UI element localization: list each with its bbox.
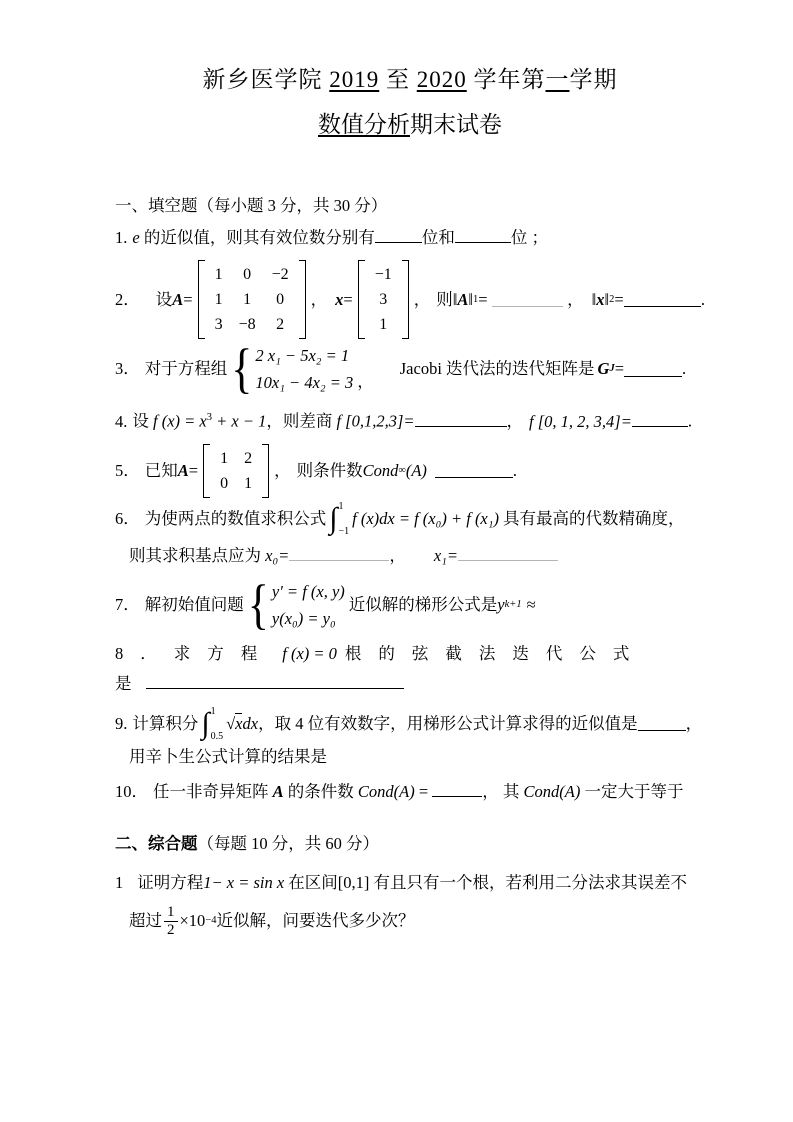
interval-0-1: [0,1] bbox=[337, 872, 370, 892]
divided-difference-2: f [0, 1, 2, 3,4]= bbox=[529, 411, 632, 431]
comma: ， bbox=[310, 289, 328, 309]
subscript-J: J bbox=[609, 363, 615, 374]
comma: ， bbox=[413, 289, 431, 309]
s2q1-line-2 bbox=[115, 904, 705, 939]
matrix-left-bracket bbox=[198, 260, 205, 339]
question-2-number: 2． bbox=[115, 289, 140, 309]
norm-subscript-2: 2 bbox=[609, 293, 615, 305]
cond-A: Cond(A) bbox=[523, 781, 581, 801]
superscript-3: 3 bbox=[206, 412, 212, 423]
question-1-text: 位和 bbox=[421, 228, 455, 247]
question-9-text: 计算积分 bbox=[132, 713, 199, 733]
upper-limit: 1 bbox=[338, 500, 344, 512]
section2-heading-points: （每题 10 分，共 60 分） bbox=[197, 833, 379, 853]
question-9-line-1 bbox=[115, 706, 705, 742]
equation-1: 2 x₁ − 5x₂ = 1 bbox=[255, 346, 350, 365]
question-2 bbox=[115, 260, 705, 339]
comma: ， bbox=[506, 411, 524, 431]
var-y: y bbox=[497, 594, 505, 614]
question-10-text: 一定大于等于 bbox=[580, 781, 684, 801]
question-8-number: 8 bbox=[115, 643, 141, 663]
equals-sign: = bbox=[343, 289, 353, 309]
question-10-number: 10． bbox=[115, 781, 148, 801]
integral bbox=[329, 501, 349, 537]
section2-heading bbox=[115, 831, 705, 857]
subscript-k-plus-1: k+1 bbox=[504, 598, 522, 610]
title-term-pre: 学年第 bbox=[466, 67, 546, 92]
matrix-cell: 3 bbox=[214, 316, 223, 333]
s2q1-text: 有且只有一个根，若利用二分法求其误差不 bbox=[369, 872, 688, 892]
question-8-text: 求方程 bbox=[173, 643, 275, 663]
question-1-text: 的近似值，则其有效位数分别有 bbox=[139, 228, 375, 247]
question-1 bbox=[115, 225, 705, 251]
approx-sign: ≈ bbox=[526, 594, 536, 614]
x1-equals: x₁= bbox=[433, 545, 459, 565]
lower-limit: −1 bbox=[338, 525, 350, 537]
lower-limit: 0.5 bbox=[210, 730, 224, 742]
norm-bar: ‖ bbox=[468, 289, 474, 309]
matrix-cell: 1 bbox=[214, 291, 223, 308]
integral-limits bbox=[211, 706, 224, 742]
divided-difference-1: f [0,1,2,3]= bbox=[336, 411, 415, 431]
sqrt-x bbox=[226, 711, 242, 737]
vector-x-cells bbox=[365, 260, 402, 339]
question-9-line-2 bbox=[115, 744, 705, 770]
blank-line bbox=[492, 292, 564, 307]
question-9-text: ，取 4 位有效数字，用梯形公式计算求得的近似值是 bbox=[258, 713, 638, 733]
var-matrix-A: A bbox=[172, 289, 184, 309]
exam-title bbox=[115, 64, 705, 141]
upper-limit: 1 bbox=[210, 705, 216, 717]
blank-line bbox=[458, 546, 558, 561]
integral-sign: ∫ bbox=[201, 706, 210, 740]
radical-sign: √ bbox=[226, 713, 236, 733]
period: . bbox=[687, 411, 692, 431]
var-matrix-A: A bbox=[272, 781, 284, 801]
matrix-cell: 2 bbox=[244, 449, 253, 467]
fraction-denominator: 2 bbox=[167, 921, 175, 938]
initial-condition: y(x₀) = y₀ bbox=[271, 608, 336, 628]
left-brace: { bbox=[247, 573, 269, 635]
matrix-cells bbox=[210, 444, 262, 498]
s2q1-text: 在区间 bbox=[284, 872, 338, 892]
var-matrix-A: A bbox=[457, 289, 469, 309]
integral bbox=[201, 706, 223, 742]
fraction-one-half bbox=[164, 904, 178, 939]
norm-bar: ‖ bbox=[452, 289, 458, 309]
matrix-cell: 1 bbox=[220, 449, 229, 467]
question-8-text: 是 bbox=[115, 673, 132, 693]
title-line-2 bbox=[115, 109, 705, 141]
var-G: G bbox=[597, 359, 610, 378]
title-exam-type: 期末试卷 bbox=[410, 112, 502, 137]
matrix-cell: 1 bbox=[214, 266, 223, 283]
question-6-text: 则其求积基点应为 bbox=[129, 545, 266, 565]
question-8-dot: ． bbox=[140, 643, 174, 663]
equals-sign: = bbox=[614, 289, 624, 309]
matrix-cell: 0 bbox=[220, 474, 229, 492]
subscript-infinity: ∞ bbox=[398, 464, 406, 476]
blank-line bbox=[146, 674, 404, 689]
s2q1-text: 证明方程 bbox=[137, 872, 204, 892]
formula-fx-rest: + x − 1 bbox=[211, 411, 267, 431]
fraction-numerator: 1 bbox=[164, 904, 178, 922]
question-6-text: 为使两点的数值求积公式 bbox=[144, 508, 327, 528]
question-5-text: 已知 bbox=[144, 460, 178, 480]
question-7-number: 7． bbox=[115, 594, 140, 614]
comma: ， bbox=[389, 545, 406, 565]
norm-bar: ‖ bbox=[604, 289, 610, 309]
question-6 bbox=[115, 501, 705, 569]
cond-argument: (A) bbox=[405, 460, 427, 480]
question-8-line-2 bbox=[115, 671, 705, 697]
s2q1-text: 近似解，问要迭代多少次？ bbox=[216, 911, 415, 930]
matrix-cell: 1 bbox=[379, 316, 388, 333]
equation-1-minus-x: 1− x = sin x bbox=[203, 872, 285, 892]
blank-line bbox=[289, 546, 389, 561]
question-3-number: 3． bbox=[115, 359, 140, 378]
matrix-right-bracket bbox=[262, 444, 269, 498]
cond-function: Cond bbox=[362, 460, 399, 480]
equals-sign: = bbox=[614, 359, 625, 378]
matrix-cell: 1 bbox=[244, 474, 253, 492]
title-term-number: 一 bbox=[545, 67, 570, 92]
s2q1-text: 超过 bbox=[129, 911, 162, 930]
question-4-number: 4. bbox=[115, 411, 128, 431]
question-4-text: 设 bbox=[132, 411, 153, 431]
title-line-1 bbox=[115, 64, 705, 96]
blank-line bbox=[624, 362, 682, 377]
radicand: x bbox=[235, 713, 243, 733]
integral-limits bbox=[338, 501, 349, 537]
blank-line bbox=[638, 716, 686, 731]
blank-line bbox=[435, 463, 513, 478]
section2-heading-title: 二、综合题 bbox=[115, 833, 198, 853]
section1-heading bbox=[115, 193, 705, 219]
matrix-a-cells bbox=[205, 260, 299, 339]
matrix-cell: 2 bbox=[276, 316, 285, 333]
quadrature-formula: f (x)dx = f (x₀) + f (x₁) bbox=[352, 508, 499, 528]
matrix-cell: 3 bbox=[379, 291, 388, 308]
question-10-text: 的条件数 bbox=[283, 781, 358, 801]
var-vector-x: x bbox=[596, 289, 605, 309]
matrix-right-bracket bbox=[299, 260, 306, 339]
question-6-line-2 bbox=[115, 543, 705, 569]
question-8-line-1 bbox=[115, 641, 705, 667]
equals-sign: = bbox=[183, 289, 193, 309]
equation-fx-zero: f (x) = 0 bbox=[282, 643, 337, 663]
equals-sign: = bbox=[188, 460, 199, 480]
comma: ， bbox=[274, 460, 291, 480]
left-brace: { bbox=[231, 337, 253, 399]
matrix-right-bracket bbox=[402, 260, 409, 339]
equation-rows bbox=[255, 342, 353, 396]
ivp-system bbox=[247, 573, 345, 635]
matrix-cell: 0 bbox=[243, 266, 252, 283]
blank-line bbox=[415, 412, 507, 427]
comma: ， 其 bbox=[482, 781, 524, 801]
matrix-a-2x2 bbox=[203, 444, 269, 498]
times-ten: ×10 bbox=[179, 911, 206, 930]
title-term-post: 学期 bbox=[569, 67, 618, 92]
equation-rows bbox=[272, 578, 345, 632]
period: . bbox=[512, 460, 518, 480]
question-7-text: 近似解的梯形公式是 bbox=[348, 594, 498, 614]
blank-line bbox=[624, 292, 701, 307]
matrix-cell: 1 bbox=[243, 291, 252, 308]
period: . bbox=[700, 289, 705, 309]
title-year-start: 2019 bbox=[329, 67, 380, 92]
comma: ， bbox=[567, 289, 584, 309]
question-10 bbox=[115, 779, 705, 805]
equation-system bbox=[231, 337, 354, 399]
question-2-text: 则 bbox=[436, 289, 453, 309]
blank-line bbox=[455, 228, 511, 243]
question-5-number: 5． bbox=[115, 460, 140, 480]
question-7-text: 解初始值问题 bbox=[144, 594, 244, 614]
period: . bbox=[682, 359, 687, 378]
blank-line bbox=[632, 412, 688, 427]
title-to: 至 bbox=[379, 67, 417, 92]
matrix-left-bracket bbox=[203, 444, 210, 498]
cond-A: Cond(A) bbox=[357, 781, 415, 801]
equation-2: 10x₁ − 4x₂ = 3 bbox=[255, 373, 354, 392]
integral-sign: ∫ bbox=[329, 501, 338, 535]
formula-fx: f (x) = x bbox=[153, 411, 207, 431]
question-2-text: 设 bbox=[155, 289, 173, 309]
question-4-text: ，则差商 bbox=[266, 411, 337, 431]
equals-sign: = bbox=[478, 289, 488, 309]
question-1-text: 位 ； bbox=[510, 228, 548, 247]
question-3-text: 对于方程组 bbox=[144, 359, 228, 378]
title-year-end: 2020 bbox=[416, 67, 467, 92]
question-9-number: 9. bbox=[115, 713, 128, 733]
ode-equation: y′ = f (x, y) bbox=[271, 581, 345, 601]
matrix-cell: −2 bbox=[271, 266, 289, 283]
equals-sign: = bbox=[414, 781, 433, 801]
question-9-text: 用辛卜生公式计算的结果是 bbox=[129, 746, 327, 766]
exam-body bbox=[115, 193, 705, 939]
section1-heading-text: 一、填空题（每小题 3 分，共 30 分） bbox=[115, 196, 388, 215]
question-6-number: 6． bbox=[115, 508, 140, 528]
question-8-text: 根的弦截法迭代公式 bbox=[344, 643, 647, 663]
dx: dx bbox=[242, 713, 259, 733]
question-3 bbox=[115, 337, 705, 399]
norm-subscript-1: 1 bbox=[473, 293, 479, 305]
var-vector-x: x bbox=[335, 289, 344, 309]
question-8 bbox=[115, 641, 705, 697]
s2q1-line-1 bbox=[115, 870, 705, 896]
title-course-name: 数值分析 bbox=[318, 112, 410, 137]
question-5 bbox=[115, 444, 705, 498]
superscript-minus-4: −4 bbox=[205, 915, 217, 926]
blank-line bbox=[432, 782, 482, 797]
question-5-text: 则条件数 bbox=[296, 460, 363, 480]
question-3-text: Jacobi 迭代法的迭代矩阵是 bbox=[399, 359, 595, 378]
matrix-cell: −8 bbox=[238, 316, 256, 333]
question-6-line-1 bbox=[115, 501, 705, 537]
title-school: 新乡医学院 bbox=[202, 67, 330, 92]
question-10-text: 任一非奇异矩阵 bbox=[153, 781, 273, 801]
matrix-cell: 0 bbox=[276, 291, 285, 308]
question-6-text: 具有最高的代数精确度， bbox=[503, 508, 685, 528]
norm-bar: ‖ bbox=[591, 289, 597, 309]
matrix-left-bracket bbox=[358, 260, 365, 339]
vector-x bbox=[358, 260, 409, 339]
var-matrix-A: A bbox=[177, 460, 189, 480]
comma: ， bbox=[357, 372, 374, 391]
question-7 bbox=[115, 573, 705, 635]
section2-question-1 bbox=[115, 870, 705, 939]
var-e: e bbox=[132, 228, 140, 247]
s2q1-number: 1 bbox=[115, 872, 124, 892]
blank-line bbox=[375, 228, 422, 243]
question-4 bbox=[115, 405, 705, 435]
x0-equals: x₀= bbox=[265, 545, 290, 565]
comma: ， bbox=[685, 713, 703, 733]
matrix-cell: −1 bbox=[374, 266, 392, 283]
question-9 bbox=[115, 706, 705, 770]
matrix-a bbox=[198, 260, 306, 339]
question-1-number: 1. bbox=[115, 228, 128, 247]
